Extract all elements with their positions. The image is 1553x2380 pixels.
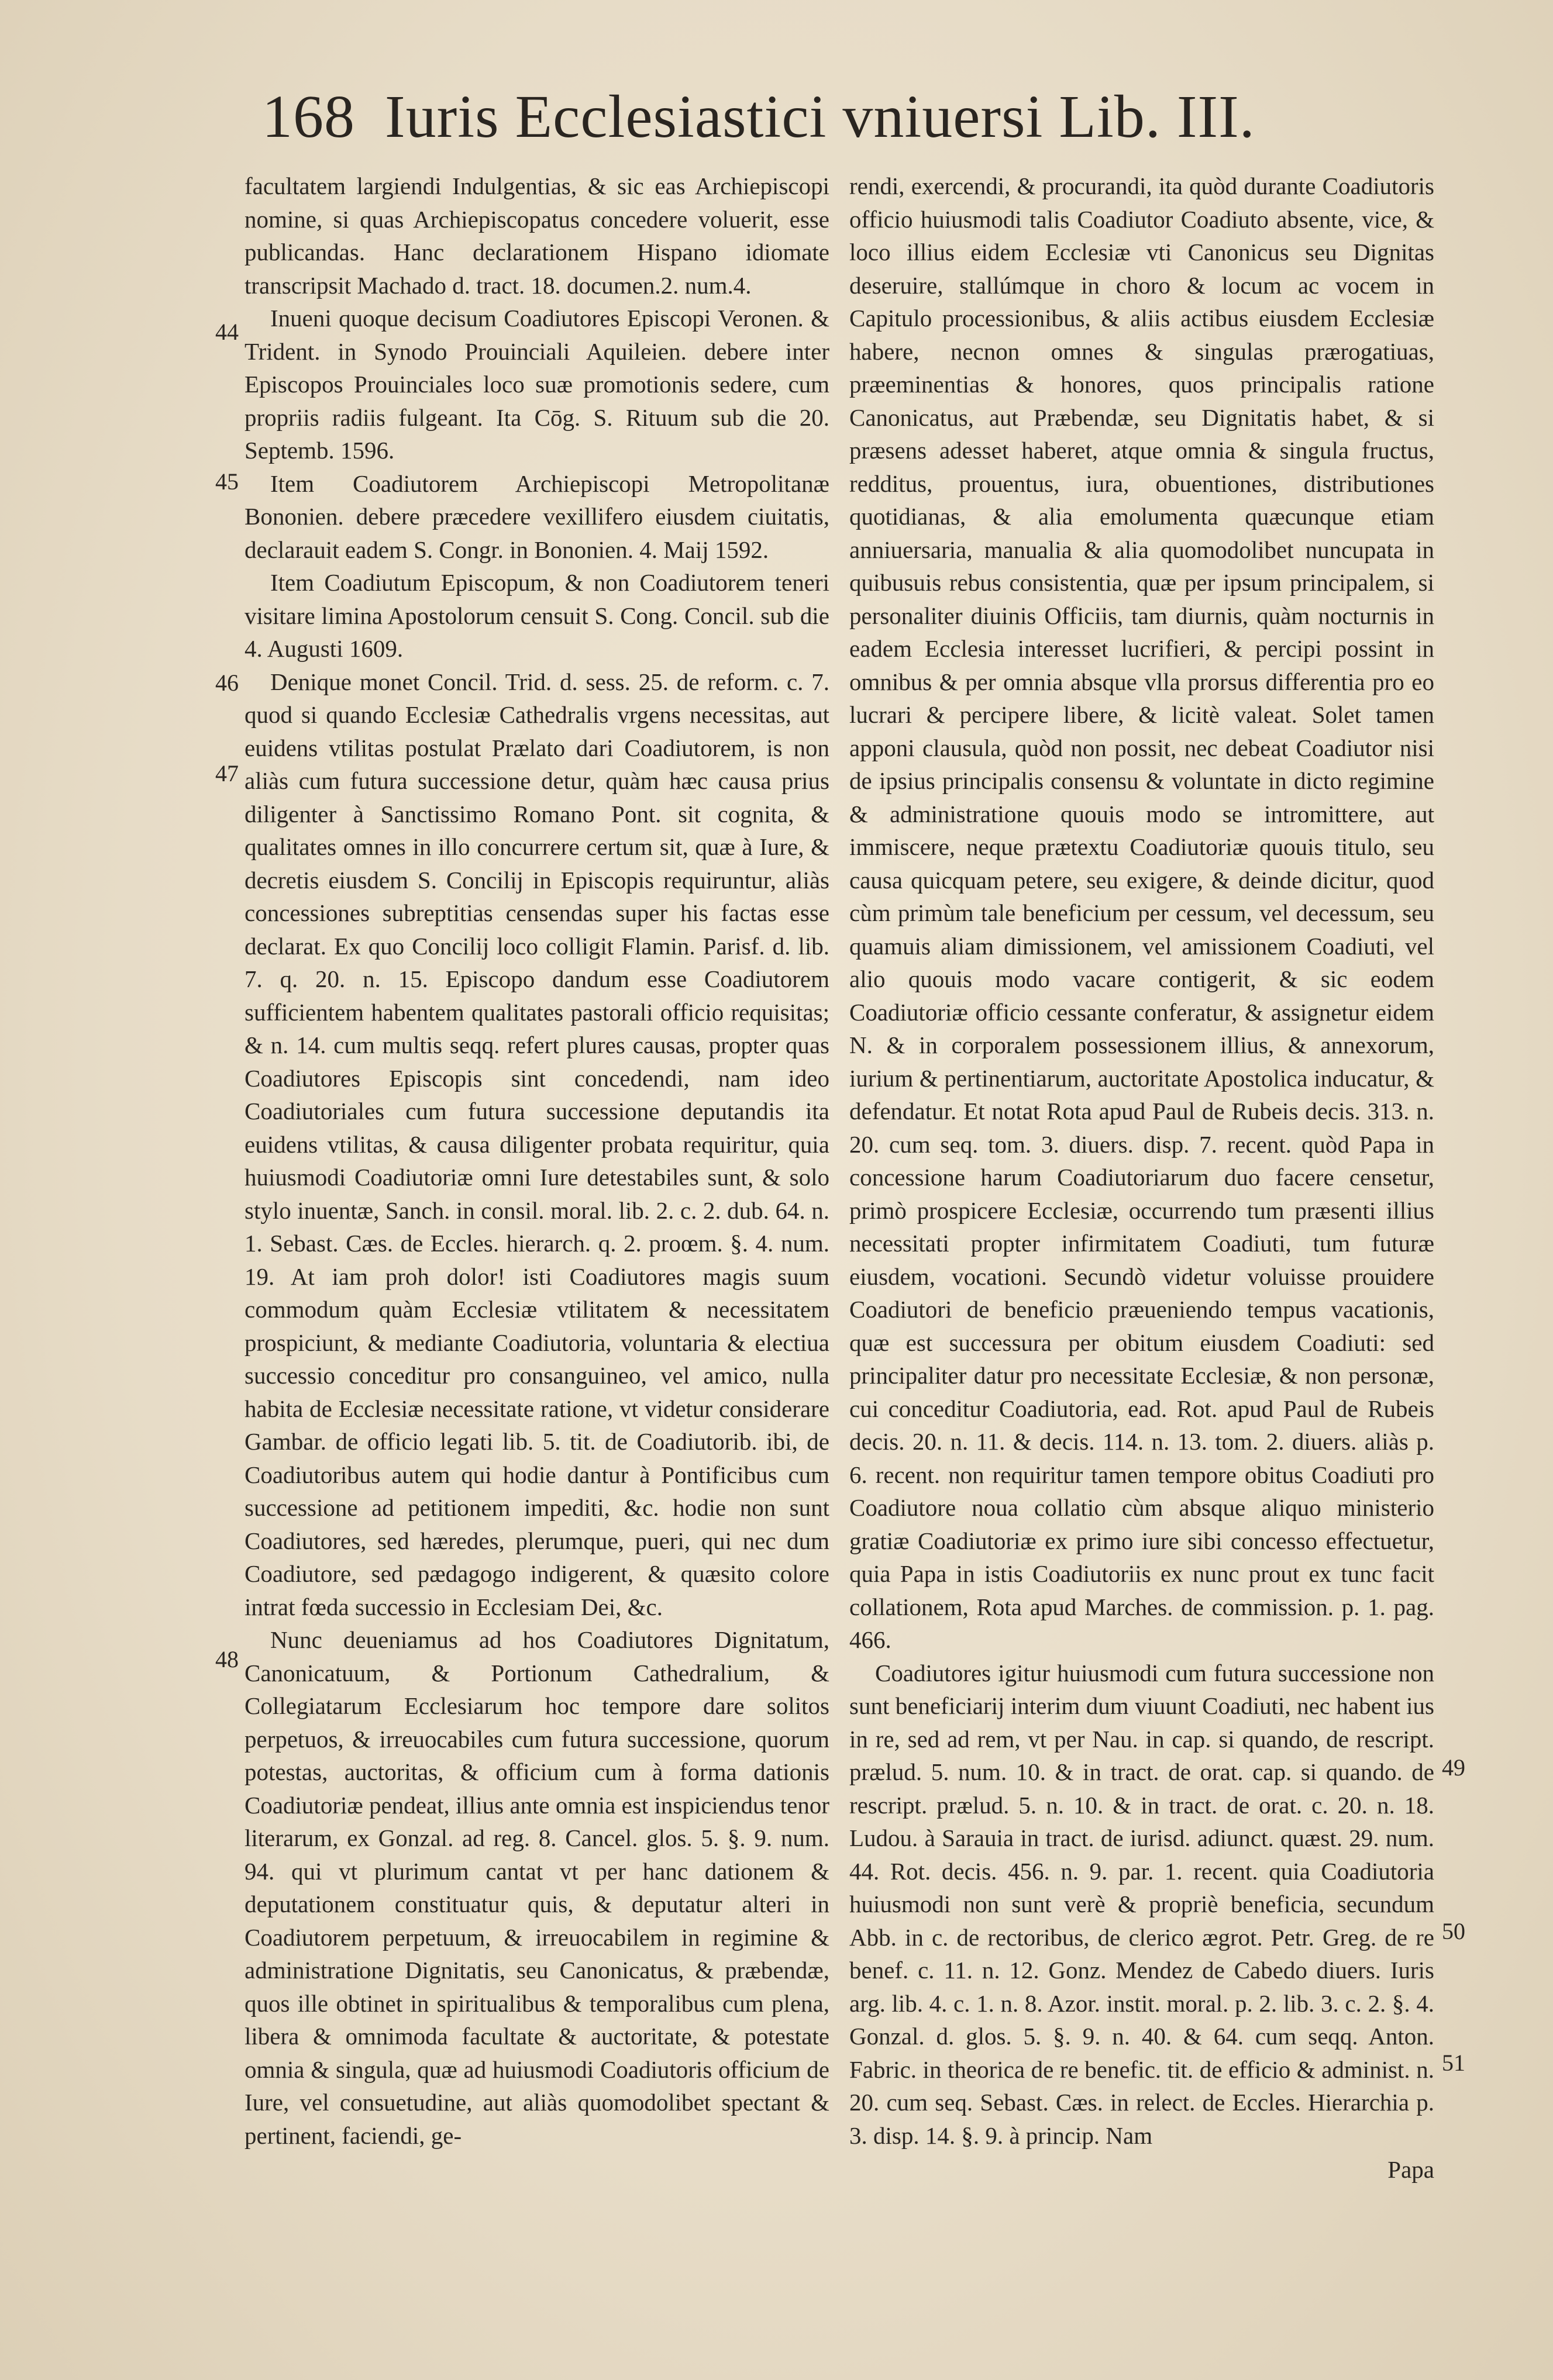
running-title: Iuris Ecclesiastici vniuersi Lib. III. <box>385 83 1255 150</box>
left-text-column <box>245 170 829 2345</box>
paragraph: Coadiutores igitur huiusmodi cum futura successione non sunt beneficiarij interim dum viuunt Coadiuti, nec habent ius in re, sed ad rem, vt per Nau. in cap. si quando, de rescript. prælud. 5. num. 10. & in tract. de orat. cap. si quando. de rescript. prælud. 5. n. 10. & in tract. de orat. c. 20. n. 18. Ludou. à Sarauia in tract. de iurisd. adiunct. quæst. 29. num. 44. Rot. decis. 456. n. 9. par. 1. recent. quia Coadiutoria huiusmodi non sunt verè & propriè beneficia, secundum Abb. in c. de rectoribus, de clerico ægrot. Petr. Greg. de re benef. c. 11. n. 12. Gonz. Mendez de Cabedo diuers. Iuris arg. lib. 4. c. 1. n. 8. Azor. instit. moral. p. 2. lib. 3. c. 2. §. 4. Gonzal. d. glos. 5. §. 9. n. 40. & 64. cum seqq. Anton. Fabric. in theorica de re benefic. tit. de efficio & administ. n. 20. cum seq. Sebast. Cæs. in relect. de Eccles. Hierarchia p. 3. disp. 14. §. 9. à princip. Nam <box>849 1659 1434 2149</box>
catchword: Papa <box>1387 2156 1434 2183</box>
paragraph: Nunc deueniamus ad hos Coadiutores Dignitatum, Canonicatuum, & Portionum Cathedralium, & Collegiatarum Ecclesiarum hoc tempore dare solitos perpetuos, & irreuocabiles cum futura successione, quorum potestas, auctoritas, & officium cum à forma dationis Coadiutoriæ pendeat, illius ante omnia est inspiciendus tenor literarum, ex Gonzal. ad reg. 8. Cancel. glos. 5. §. 9. num. 94. qui vt plurimum cantat vt per hanc dationem & deputationem constituatur quis, & deputatur alteri in Coadiutorem perpetuum, & irreuocabilem in regimine & administratione Dignitatis, seu Canonicatus, & præbendæ, quos ille obtinet in spiritualibus & temporalibus cum plena, libera & omnimoda facultate & auctoritate, & potestate omnia & singula, quæ ad huiusmodi Coadiutoris officium de Iure, vel consuetudine, aut aliàs quomodolibet spectant & pertinent, faciendi, ge- <box>245 1626 829 2149</box>
paragraph: Inueni quoque decisum Coadiutores Episcopi Veronen. & Trident. in Synodo Prouinciali Aquileien. debere inter Episcopos Prouinciales loco suæ promotionis sedere, cum propriis radiis fulgeant. Ita Cōg. S. Rituum sub die 20. Septemb. 1596. <box>245 305 829 464</box>
margin-number: 48 <box>215 1646 239 1672</box>
margin-number: 49 <box>1442 1754 1465 1781</box>
paragraph: Item Coadiutorem Archiepiscopi Metropolitanæ Bononien. debere præcedere vexillifero eiusdem ciuitatis, declarauit eadem S. Congr. in Bononien. 4. Maij 1592. <box>245 470 829 563</box>
margin-number: 45 <box>215 468 239 495</box>
margin-number: 51 <box>1442 2050 1465 2076</box>
margin-number: 46 <box>215 670 239 696</box>
paragraph: facultatem largiendi Indulgentias, & sic eas Archiepiscopi nomine, si quas Archiepiscopatus concedere voluerit, esse publicandas. Hanc declarationem Hispano idiomate transcripsit Machado d. tract. 18. documen.2. num.4. <box>245 173 829 299</box>
margin-number: 50 <box>1442 1918 1465 1944</box>
margin-number: 47 <box>215 760 239 787</box>
margin-number: 44 <box>215 319 239 345</box>
paragraph: Item Coadiutum Episcopum, & non Coadiutorem teneri visitare limina Apostolorum censuit S. Cong. Concil. sub die 4. Augusti 1609. <box>245 569 829 662</box>
page-number: 168 <box>262 83 355 150</box>
paragraph: Denique monet Concil. Trid. d. sess. 25. de reform. c. 7. quod si quando Ecclesiæ Cathedralis vrgens necessitas, aut euidens vtilitas postulat Prælato dari Coadiutorem, is non aliàs cum futura successione detur, quàm hæc causa prius diligenter à Sanctissimo Romano Pont. sit cognita, & qualitates omnes in illo concurrere certum sit, quæ à Iure, & decretis eiusdem S. Concilij in Episcopis requiruntur, aliàs concessiones subreptitias censendas super his factas esse declarat. Ex quo Concilij loco colligit Flamin. Parisf. d. lib. 7. q. 20. n. 15. Episcopo dandum esse Coadiutorem sufficientem habentem qualitates pastorali officio requisitas; & n. 14. cum multis seqq. refert plures causas, propter quas Coadiutores Episcopis sint concedendi, nam ideo Coadiutoriales cum futura successione deputandis ita euidens vtilitas, & causa diligenter probata requiritur, quia huiusmodi Coadiutoriæ omni Iure detestabiles sunt, & solo stylo inuentæ, Sanch. in consil. moral. lib. 2. c. 2. dub. 64. n. 1. Sebast. Cæs. de Eccles. hierarch. q. 2. proœm. §. 4. num. 19. At iam proh dolor! isti Coadiutores magis suum commodum quàm Ecclesiæ vtilitatem & necessitatem prospiciunt, & mediante Coadiutoria, voluntaria & electiua successio conceditur pro consanguineo, vel amico, nulla habita de Ecclesiæ necessitate ratione, vt videtur considerare Gambar. de officio legati lib. 5. tit. de Coadiutorib. ibi, de Coadiutoribus autem qui hodie dantur à Pontificibus cum successione ad petitionem impediti, &c. hodie non sunt Coadiutores, sed hæredes, plerumque, pueri, qui nec dum Coadiutore, sed pædagogo indigerent, & quæsito colore intrat fœda successio in Ecclesiam Dei, &c. <box>245 668 829 1620</box>
paragraph: rendi, exercendi, & procurandi, ita quòd durante Coadiutoris officio huiusmodi talis Coadiutor Coadiuto absente, vice, & loco illius eidem Ecclesiæ vti Canonicus seu Dignitas deseruire, stallúmque in choro & locum ac vocem in Capitulo processionibus, & aliis actibus eiusdem Ecclesiæ habere, necnon omnes & singulas prærogatiuas, præeminentias & honores, quos principalis ratione Canonicatus, aut Præbendæ, seu Dignitatis habet, & si præsens adesset haberet, atque omnia & singula fructus, redditus, prouentus, iura, obuentiones, distributiones quotidianas, & alia emolumenta quæcunque etiam anniuersaria, manualia & alia quomodolibet nuncupata in quibusuis rebus consistentia, quæ per ipsum principalem, si personaliter diuinis Officiis, tam diurnis, quàm nocturnis in eadem Ecclesia interesset lucrifieri, & percipi possint in omnibus & per omnia absque vlla prorsus differentia pro eo lucrari & percipere libere, & licitè valeat. Solet tamen apponi clausula, quòd non possit, nec debeat Coadiutor nisi de ipsius principalis consensu & voluntate in dicto regimine & administratione quouis modo se intromittere, aut immiscere, neque prætextu Coadiutoriæ quouis titulo, seu causa quicquam petere, seu exigere, & deinde dicitur, quod cùm primùm tale beneficium per cessum, vel decessum, seu quamuis aliam dimissionem, vel amissionem Coadiuti, vel alio quouis modo vacare contigerit, & sic eodem Coadiutoriæ officio cessante conferatur, & assignetur eidem N. & in corporalem possessionem illius, & annexorum, iurium & pertinentiarum, auctoritate Apostolica inducatur, & defendatur. Et notat Rota apud Paul de Rubeis decis. 313. n. 20. cum seq. tom. 3. diuers. disp. 7. recent. quòd Papa in concessione harum Coadiutoriarum duo facere censetur, primò prospicere Ecclesiæ, occurrendo tum præsenti illius necessitati propter infirmitatem Coadiuti, tum futuræ eiusdem, vocationi. Secundò videtur voluisse prouidere Coadiutori de beneficio præueniendo tempus vacationis, quæ est successura per obitum eiusdem Coadiuti: sed principaliter datur pro necessitate Ecclesiæ, & non personæ, cui conceditur Coadiutoria, ead. Rot. apud Paul de Rubeis decis. 20. n. 11. & decis. 114. n. 13. tom. 2. diuers. aliàs p. 6. recent. non requiritur tamen tempore obitus Coadiuti pro Coadiutore noua collatio cùm absque aliquo ministerio gratiæ Coadiutoriæ ex primo iure sibi concesso effectuetur, quia Papa in istis Coadiutoriis ex nunc prout ex tunc facit collationem, Rota apud Marches. de commission. p. 1. pag. 466. <box>849 173 1434 1653</box>
right-text-column <box>849 170 1434 2345</box>
running-header <box>262 82 1303 152</box>
